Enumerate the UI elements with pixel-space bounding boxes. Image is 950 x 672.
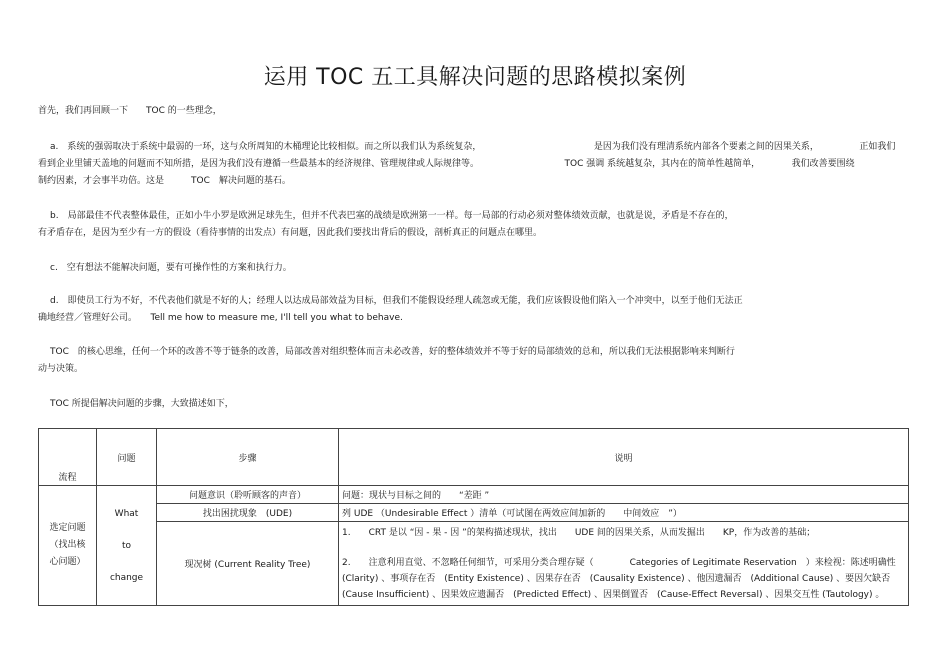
point-b-line-2: 有矛盾存在，是因为至少有一方的假设（看待事情的出发点）有问题，因此我们要找出背后的假设，剖析真正的问题点在哪里。 [38,228,543,238]
point-a-line-1: a. 系统的强弱取决于系统中最弱的一环，这与众所周知的木桶理论比较相似。而之所以我们认为系统复杂， 是因为我们没有理清系统内部各个要素之间的因果关系， 正如我们 [50,142,896,152]
explain-cell [339,522,909,606]
question-cell: What to change [97,486,157,606]
point-b-line-1: b. 局部最佳不代表整体最佳，正如小牛小罗是欧洲足球先生，但并不代表巴塞的战绩是欧洲第一一样。每一局部的行动必须对整体绩效贡献，也就是说，矛盾是不存在的， [50,211,734,221]
point-c-line-1: c. 空有想法不能解决问题，要有可操作性的方案和执行力。 [50,263,292,273]
step-cell: 问题意识（聆听顾客的声音） [157,486,339,504]
point-d-line-1: d. 即使员工行为不好，不代表他们就是不好的人；经理人以达成局部效益为目标，但我们不能假设经理人疏忽或无能，我们应该假设他们陷入一个冲突中，以至于他们无法正 [50,296,743,306]
toc-steps-table [38,428,909,606]
point-a-line-3: 制约因素，才会事半功倍。这是 TOC 解决问题的基石。 [38,176,291,186]
table-row [39,504,909,522]
document-title: 运用 TOC 五工具解决问题的思路模拟案例 [263,65,687,90]
table-row [39,486,909,504]
step-cell: 找出困扰现象 (UDE) [157,504,339,522]
core-thinking-line-1: TOC 的核心思维，任何一个环的改善不等于链条的改善，局部改善对组织整体而言未必改善，好的整体绩效并不等于好的局部绩效的总和，所以我们无法根据影响来判断行 [50,347,735,357]
step-cell: 现况树 (Current Reality Tree) [157,522,339,606]
header-step: 步骤 [157,429,339,486]
header-explain: 说明 [339,429,909,486]
steps-intro: TOC 所提倡解决问题的步骤，大致描述如下， [50,399,234,409]
point-a-line-2: 看到企业里铺天盖地的问题而不知所措，是因为我们没有遵循一些最基本的经济规律、管理规律或人际规律等。 TOC 强调 系统越复杂，其内在的简单性越简单， 我们改善要围绕 [38,159,855,169]
header-question: 问题 [97,429,157,486]
explain-item-1: 1. CRT 是以 “因 - 果 - 因 ”的架构描述现状，找出 UDE 间的因果关系，从而发掘出 KP，作为改善的基础； [342,528,816,538]
flow-cell: 选定问题 （找出核 心问题） [39,486,97,606]
table-header-row [39,429,909,486]
explain-cell: 列 UDE （Undesirable Effect ）清单（可试图在两效应间加新的 中间效应 ”） [339,504,909,522]
intro-paragraph: 首先，我们再回顾一下 TOC 的一些理念， [38,106,222,116]
core-thinking-line-2: 动与决策。 [38,364,84,374]
table-row [39,522,909,606]
explain-cell: 问题：现状与目标之间的 “差距 ” [339,486,909,504]
explain-item-2: 2. 注意利用直觉、不忽略任何细节，可采用分类合理存疑（ Categories of Legitimate Reservation ）来检视：陈述明确性 (Clarity) 、事项存在否 (Entity Existence) 、因果存在否 (Causality Existence) 、他因遗漏否 (Additional Cause) 、要因欠缺否 (Cause Insufficient) 、因果效应遗漏否 (Predicted Effect) 、因果倒置否 (Cause-Effect Reversal) 、因果交互性 (Tautology) 。 [342,558,900,600]
point-d-line-2: 确地经营／管理好公司。 Tell me how to measure me, I'll tell you what to behave. [38,313,403,323]
header-flow: 流程 [39,429,97,486]
